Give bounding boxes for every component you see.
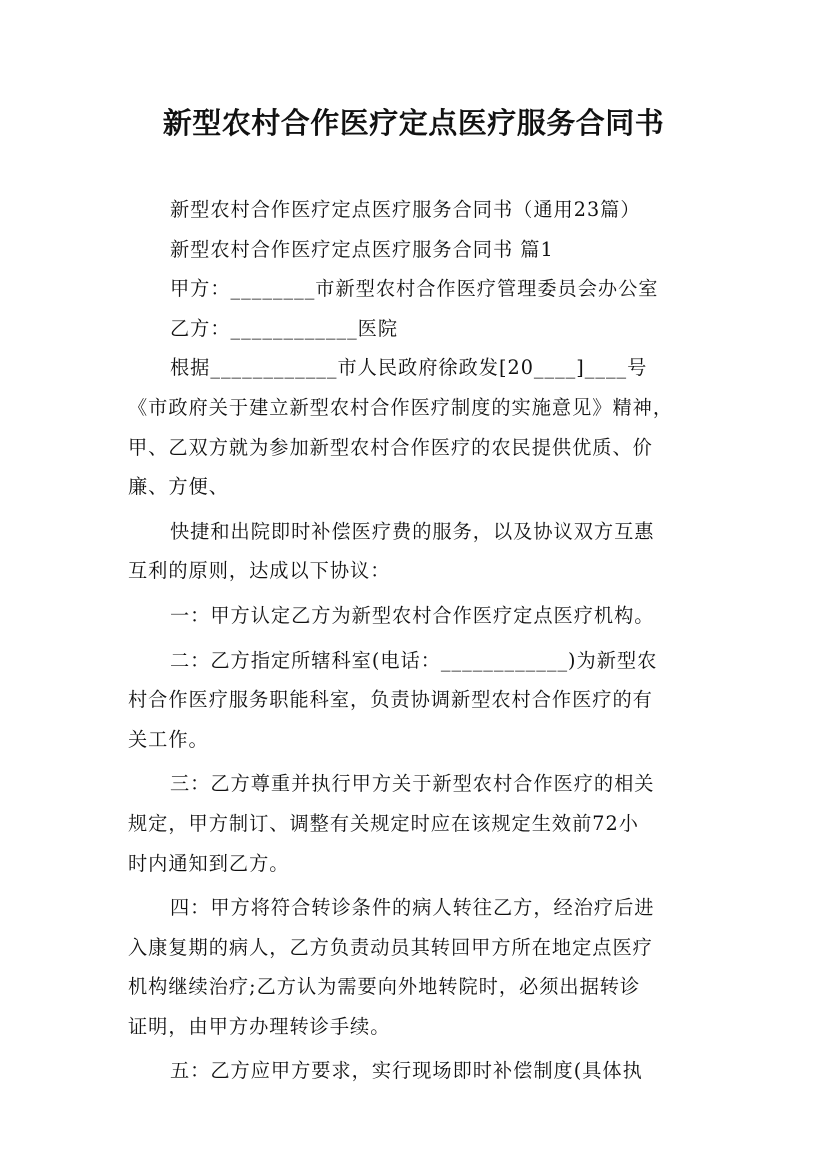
party-b-line: 乙方：____________医院 xyxy=(170,316,399,340)
party-a-line: 甲方：________市新型农村合作医疗管理委员会办公室 xyxy=(170,277,659,301)
paragraph-line: 互利的原则，达成以下协议： xyxy=(128,559,391,583)
clause-line: 入康复期的病人，乙方负责动员其转回甲方所在地定点医疗 xyxy=(128,935,653,959)
paragraph-line: 根据____________市人民政府徐政发[20____]____号 xyxy=(170,356,648,380)
clause-line: 村合作医疗服务职能科室，负责协调新型农村合作医疗的有 xyxy=(128,688,653,712)
document-title: 新型农村合作医疗定点医疗服务合同书 xyxy=(162,106,665,140)
clause-line: 二：乙方指定所辖科室(电话：____________)为新型农 xyxy=(170,648,658,672)
clause-line: 一：甲方认定乙方为新型农村合作医疗定点医疗机构。 xyxy=(170,603,655,627)
paragraph-line: 《市政府关于建立新型农村合作医疗制度的实施意见》精神， xyxy=(128,395,674,419)
clause-line: 证明，由甲方办理转诊手续。 xyxy=(128,1014,391,1038)
paragraph-line: 快捷和出院即时补偿医疗费的服务，以及协议双方互惠 xyxy=(170,519,655,543)
clause-line: 四：甲方将符合转诊条件的病人转往乙方，经治疗后进 xyxy=(170,896,655,920)
section-heading: 新型农村合作医疗定点医疗服务合同书 篇1 xyxy=(170,237,554,261)
paragraph-line: 甲、乙双方就为参加新型农村合作医疗的农民提供优质、价 xyxy=(128,435,653,459)
clause-line: 五：乙方应甲方要求，实行现场即时补偿制度(具体执 xyxy=(170,1059,643,1083)
clause-line: 三：乙方尊重并执行甲方关于新型农村合作医疗的相关 xyxy=(170,772,655,796)
clause-line: 机构继续治疗;乙方认为需要向外地转院时，必须出据转诊 xyxy=(128,975,641,999)
clause-line: 规定，甲方制订、调整有关规定时应在该规定生效前72小 xyxy=(128,811,639,835)
document-body xyxy=(128,190,708,1091)
clause-line: 关工作。 xyxy=(128,727,209,751)
clause-line: 时内通知到乙方。 xyxy=(128,851,290,875)
paragraph-line: 廉、方便、 xyxy=(128,475,229,499)
subtitle-line: 新型农村合作医疗定点医疗服务合同书（通用23篇） xyxy=(170,198,641,221)
